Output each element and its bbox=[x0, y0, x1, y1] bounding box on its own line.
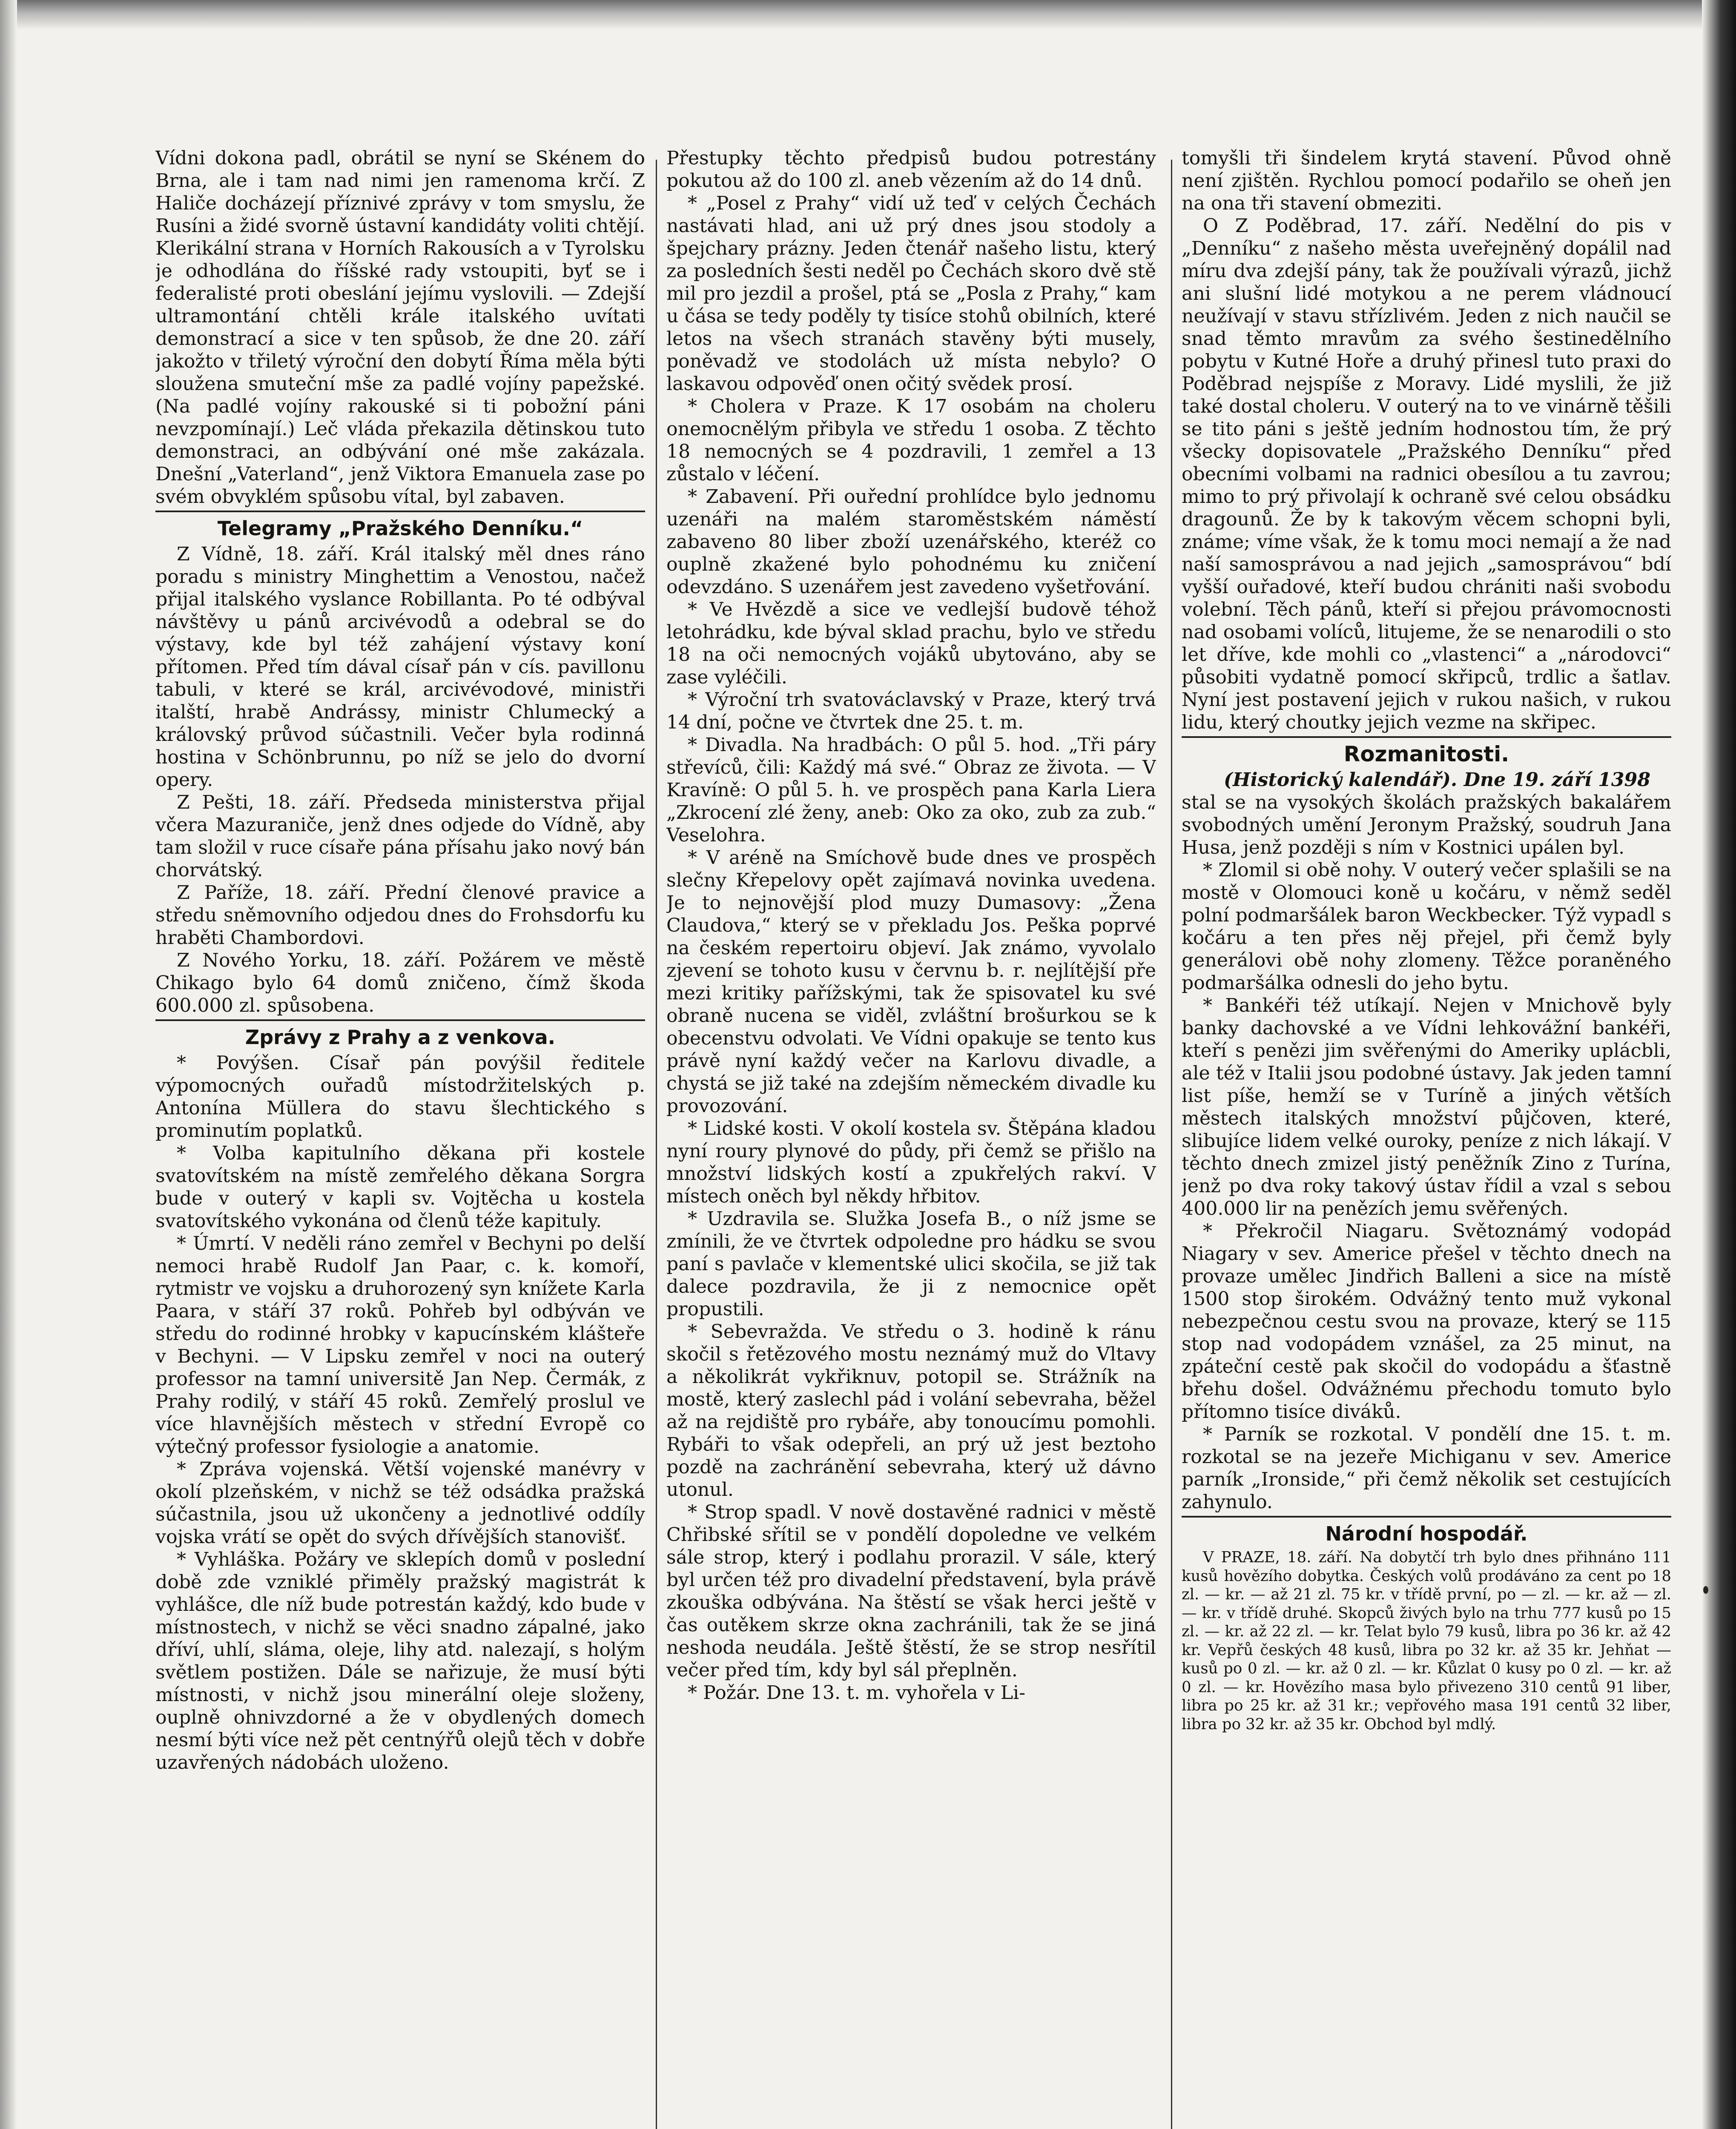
telegram-vienna: Z Vídně, 18. září. Král italský měl dnes ráno poradu s ministry Minghettim a Venostou, načež přijal italského vyslance Robillanta. Po té odbýval návštěvy u pánů arcivévodů a odebral se do výstavy, kde byl též zahájení výstavy koní přítomen. Před tím dával císař pán v cís. pavillonu tabuli, v které se král, arcivévodové, ministři italští, hrabě Andrássy, ministr Chlumecký a královský průvod súčastnili. Večer byla rodinná hostina v Schönbrunnu, po níž se jelo do dvorní opery. bbox=[155, 543, 645, 791]
news-item: * Divadla. Na hradbách: O půl 5. hod. „Tři páry střevíců, čili: Každý má své.“ Obraz ze života. — V Kravíně: O půl 5. h. ve prospěch pana Karla Liera „Zkrocení zlé ženy, aneb: Oko za oko, zub za zub.“ Veselohra. bbox=[666, 734, 1156, 846]
column-middle bbox=[666, 147, 1156, 2129]
scan-top-edge bbox=[0, 0, 1736, 30]
news-item: * Sebevražda. Ve středu o 3. hodině k ránu skočil s řetězového mostu neznámý muž do Vltavy a několikrát vykřiknuv, potopil se. Strážník na mostě, který zaslechl pád i volání sebevraha, běžel až na rejdiště pro rybáře, aby tonoucímu pomohli. Rybáři to však odepřeli, an prý už jest beztoho pozdě na zachránění sebevraha, který už dávno utonul. bbox=[666, 1321, 1156, 1501]
news-item: * Zabavení. Při ouřední prohlídce bylo jednomu uzenáři na malém staroměstském náměstí zabaveno 80 liber zboží uzenářského, kteréž co ouplně zkažené bylo pohodnému ku zničení odevzdáno. S uzenářem jest zavedeno vyšetřování. bbox=[666, 486, 1156, 598]
scan-left-edge bbox=[0, 0, 17, 2129]
section-divider bbox=[155, 511, 645, 512]
scan-right-edge bbox=[1702, 0, 1736, 2129]
historical-calendar-text: stal se na vysokých školách pražských bakalářem svobodných umění Jeronym Pražský, soudruh Jana Husa, jenž později s ním v Kostnici upálen byl. bbox=[1182, 792, 1671, 858]
news-item: * Zlomil si obě nohy. V outerý večer splašili se na mostě v Olomouci koně u kočáru, v němž seděl polní podmaršálek baron Weckbecker. Týž vypadl s kočáru a ten přes něj přejel, při čemž byly generálovi obě nohy zlomeny. Těžce poraněného podmaršálka odnesli do jeho bytu. bbox=[1182, 859, 1671, 994]
column-rule-1 bbox=[656, 160, 657, 2129]
newspaper-page bbox=[155, 147, 1680, 2129]
section-divider bbox=[1182, 736, 1671, 738]
section-heading-telegramy: Telegramy „Pražského Denníku.“ bbox=[217, 517, 583, 540]
news-item: * „Posel z Prahy“ vidí už teď v celých Čechách nastávati hlad, ani už prý dnes jsou stodoly a špejchary prázny. Jeden čtenář našeho listu, který za posledních šesti neděl po Čechách skoro dvě stě mil pro jezdil a prošel, ptá se „Posla z Prahy,“ kam u čása se tedy poděly ty tisíce stohů obilních, které letos na všech stranách stavěny býti musely, poněvadž ve stodolách už místa nebylo? O laskavou odpověď onen očitý svědek prosí. bbox=[666, 192, 1156, 395]
telegram-pest: Z Pešti, 18. září. Předseda ministerstva přijal včera Mazuraniče, jenž dnes odjede do Vídně, aby tam složil v ruce císaře pána přísahu jako nový bán chorvátský. bbox=[155, 792, 645, 881]
article-continuation: Vídni dokona padl, obrátil se nyní se Skénem do Brna, ale i tam nad nimi jen ramenoma krčí. Z Haliče docházejí příznivé zprávy v tom smyslu, že Rusíni a židé svorně ústavní kandidáty voliti chtějí. Klerikální strana v Horních Rakousích a v Tyrolsku je odhodlána do říšské rady vstoupiti, byť se i federalisté proti obeslání jejímu vyslovili. — Zdejší ultramontání chtěli krále italského uvítati demonstrací a sice v ten spůsob, že dne 20. září jakožto v třiletý výroční den dobytí Říma měla býti sloužena smuteční mše za padlé vojíny papežské. (Na padlé vojíny rakouské si ti pobožní páni nevzpomínají.) Leč vláda překazila dětinskou tuto demonstraci, an odbývání oné mše zakázala. Dnešní „Vaterland“, jenž Viktora Emanuela zase po svém obvyklém spůsobu vítal, byl zabaven. bbox=[155, 147, 645, 508]
section-divider bbox=[155, 1019, 645, 1021]
news-item: * Požár. Dne 13. t. m. vyhořela v Li- bbox=[688, 1682, 1026, 1704]
news-item-continuation: Přestupky těchto předpisů budou potrestány pokutou až do 100 zl. aneb vězením až do 14 dnů. bbox=[666, 147, 1156, 192]
news-item: * Překročil Niagaru. Světoznámý vodopád Niagary v sev. Americe přešel v těchto dnech na provaze umělec Jindřich Balleni a sice na místě 1500 stop širokém. Odvážný tento muž vykonal nebezpečnou cestu svou na provaze, který se 115 stop nad vodopádem vznášel, za 25 minut, na zpáteční cestě pak skočil do vodopádu a šťastně břehu došel. Odvážnému přechodu tomuto bylo přítomno tisíce diváků. bbox=[1182, 1220, 1671, 1423]
column-right bbox=[1182, 147, 1671, 2129]
historical-calendar-title: (Historický kalendář). Dne 19. září 1398 bbox=[1224, 769, 1650, 791]
section-divider bbox=[1182, 1516, 1671, 1518]
news-item: * Zpráva vojenská. Větší vojenské manévry v okolí plzeňském, v nichž se též odsádka pražská súčastnila, jsou už ukončeny a jednotlivé oddíly vojska vrátí se opět do svých dřívějších stanovišť. bbox=[155, 1458, 645, 1548]
column-rule-2 bbox=[1171, 160, 1172, 2129]
news-item-continuation: tomyšli tři šindelem krytá stavení. Původ ohně není zjištěn. Rychlou pomocí podařilo se oheň jen na ona tři stavení obmeziti. bbox=[1182, 147, 1671, 214]
news-item: * Povýšen. Císař pán povýšil ředitele výpomocných ouřadů místodržitelských p. Antonína Müllera do stavu šlechtického s prominutím poplatků. bbox=[155, 1052, 645, 1142]
news-item: * Parník se rozkotal. V pondělí dne 15. t. m. rozkotal se na jezeře Michiganu v sev. Americe parník „Ironside,“ při čemž několik set cestujících zahynulo. bbox=[1182, 1423, 1671, 1513]
section-heading-zpravy: Zprávy z Prahy a z venkova. bbox=[245, 1026, 556, 1049]
ink-blot bbox=[1703, 1586, 1708, 1594]
news-item: * Lidské kosti. V okolí kostela sv. Štěpána kladou nyní roury plynové do půdy, při čemž se přišlo na množství lidských kostí a zpukřelých rakví. V místech oněch byl někdy hřbitov. bbox=[666, 1118, 1156, 1207]
market-report: V PRAZE, 18. září. Na dobytčí trh bylo dnes přihnáno 111 kusů hovězího dobytka. Českých volů prodáváno za cent po 18 zl. — kr. — až 21 zl. 75 kr. v třídě první, po — zl. — kr. až — zl. — kr. v třídě druhé. Skopců živých bylo na trhu 777 kusů po 15 zl. — kr. až 22 zl. — kr. Telat bylo 79 kusů, libra po 36 kr. až 42 kr. Vepřů českých 48 kusů, libra po 32 kr. až 35 kr. Jehňat — kusů po 0 zl. — kr. až 0 zl. — kr. Kůzlat 0 kusy po 0 zl. — kr. až 0 zl. — kr. Hovězího masa bylo přivezeno 310 centů 91 liber, libra po 25 kr. až 31 kr.; vepřového masa 191 centů 32 liber, libra po 32 kr. až 35 kr. Obchod byl mdlý. bbox=[1182, 1549, 1671, 1733]
news-item: O Z Poděbrad, 17. září. Nedělní do pis v „Denníku“ z našeho města uveřejněný dopálil nad míru dva zdejší pány, tak že používali výrazů, jichž ani slušní lidé motykou a ne perem vládnoucí neužívají v stavu střízlivém. Jeden z nich naučil se snad těmto mravům za svého šestinedělního pobytu v Kutné Hoře a druhý přinesl tuto praxi do Poděbrad nejspíše z Moravy. Lidé myslili, že již také dostal choleru. V outerý na to ve vinárně těšili se tito páni s ještě jedním hodnostou tím, že prý všecky dopisovatele „Pražského Denníku“ před obecními volbami na radnici obesílou a tu zavrou; mimo to prý přivolají k ochraně své celou obsádku dragounů. Že by k takovým věcem schopni byli, známe; víme však, že k tomu moci nemají a že nad naší samosprávou a nad jejich „samosprávou“ bdí vyšší ouřadové, kteří budou chrániti naši svobodu volební. Těch pánů, kteří si přejou právomocnosti nad osobami volíců, litujeme, že se nenarodili o sto let dříve, kde mohli co „vlastenci“ a „národovci“ působiti vydatně pomocí skřipců, trdlic a šatlav. Nyní jest postavení jejich v rukou našich, v rukou lidu, který choutky jejich vezme na skřipec. bbox=[1182, 215, 1671, 733]
news-item: * Úmrtí. V neděli ráno zemřel v Bechyni po delší nemoci hrabě Rudolf Jan Paar, c. k. komoří, rytmistr ve vojsku a druhorozený syn knížete Karla Paara, v stáří 37 roků. Pohřeb byl odbýván ve středu do rodinné hrobky v kapucínském klášteře v Bechyni. — V Lipsku zemřel v noci na outerý professor na tamní universitě Jan Nep. Čermák, z Prahy rodilý, v stáří 45 roků. Zemřelý proslul ve více hlavnějších městech v střední Evropě co výtečný professor fysiologie a anatomie. bbox=[155, 1233, 645, 1458]
news-item: * V aréně na Smíchově bude dnes ve prospěch slečny Křepelovy opět zajímavá novinka uvedena. Je to nejnovější plod muzy Dumasovy: „Žena Claudova,“ který se v překladu Jos. Peška poprvé na českém repertoiru objeví. Jak známo, vyvolalo zjevení se tohoto kusu v červnu b. r. nejlítější pře mezi kritiky pařížskými, tak že spisovatel ku své obraně nucena se viděl, zvláštní brošurkou se k obecenstvu odvolati. Ve Vídni opakuje se tento kus právě nyní každý večer na Karlovu divadle, a chystá se již také na zdejším německém divadle ku provozování. bbox=[666, 847, 1156, 1117]
section-heading-rozmanitosti: Rozmanitosti. bbox=[1343, 742, 1509, 766]
news-item: * Volba kapitulního děkana při kostele svatovítském na místě zemřelého děkana Sorgra bude v outerý v kapli sv. Vojtěcha u kostela svatovítského vykonána od členů téže kapituly. bbox=[155, 1142, 645, 1232]
news-item: * Vyhláška. Požáry ve sklepích domů v poslední době zde vzniklé přiměly pražský magistrát k vyhlášce, dle níž bude potrestán každý, kdo bude v místnostech, v nichž se věci snadno zápalné, jako dříví, uhlí, sláma, oleje, lihy atd. nalezají, s holým světlem postižen. Dále se nařizuje, že musí býti místnosti, v nichž jsou minerální oleje složeny, ouplně ohnivzdorné a že v obydlených domech nesmí býti více než pět centnýřů olejů těch v dobře uzavřených nádobách uloženo. bbox=[155, 1549, 645, 1773]
news-item: * Výroční trh svatováclavský v Praze, který trvá 14 dní, počne ve čtvrtek dne 25. t. m. bbox=[666, 689, 1156, 733]
news-item: * Strop spadl. V nově dostavěné radnici v městě Chřibské sřítil se v pondělí dopoledne ve velkém sále strop, který i podlahu prorazil. V sále, který byl určen též pro divadelní představení, byla právě zkouška odbývána. Na štěstí se však herci ještě v čas outěkem skrze okna zachránili, tak že se jiná neshoda neudála. Ještě štěstí, že se strop nesřítil večer před tím, kdy byl sál přeplněn. bbox=[666, 1501, 1156, 1681]
telegram-paris: Z Paříže, 18. září. Přední členové pravice a středu sněmovního odjedou dnes do Frohsdorfu ku hraběti Chambordovi. bbox=[155, 882, 645, 949]
section-heading-narodni-hospodar: Národní hospodář. bbox=[1325, 1522, 1528, 1545]
news-item: * Uzdravila se. Služka Josefa B., o níž jsme se zmínili, že ve čtvrtek odpoledne pro hádku se svou paní s pavlače v klementské ulici skočila, se již tak dalece pozdravila, že ji z nemocnice opět propustili. bbox=[666, 1208, 1156, 1320]
telegram-new-york: Z Nového Yorku, 18. září. Požárem ve městě Chikago bylo 64 domů zničeno, čímž škoda 600.000 zl. spůsobena. bbox=[155, 950, 645, 1016]
news-item: * Cholera v Praze. K 17 osobám na choleru onemocnělým přibyla ve středu 1 osoba. Z těchto 18 nemocných se 4 pozdravili, 1 zemřel a 13 zůstalo v léčení. bbox=[666, 396, 1156, 485]
column-left bbox=[155, 147, 645, 2129]
news-item: * Ve Hvězdě a sice ve vedlejší budově téhož letohrádku, kde býval sklad prachu, bylo ve středu 18 na oči nemocných vojáků ubytováno, aby se zase vyléčili. bbox=[666, 599, 1156, 688]
news-item: * Bankéři též utíkají. Nejen v Mnichově byly banky dachovské a ve Vídni lehkovážní bankéři, kteří s penězi jim svěřenými do Ameriky uplácbli, ale též v Italii jsou podobné ústavy. Jak jeden tamní list píše, hemží se v Turíně a jiných větších městech italských množství půjčoven, které, slibujíce lidem velké ouroky, peníze z nich lákají. V těchto dnech zmizel jistý peněžník Zino z Turína, jenž po dva roky takový ústav řídil a vzal s sebou 400.000 lir na penězích jemu svěřených. bbox=[1182, 995, 1671, 1219]
